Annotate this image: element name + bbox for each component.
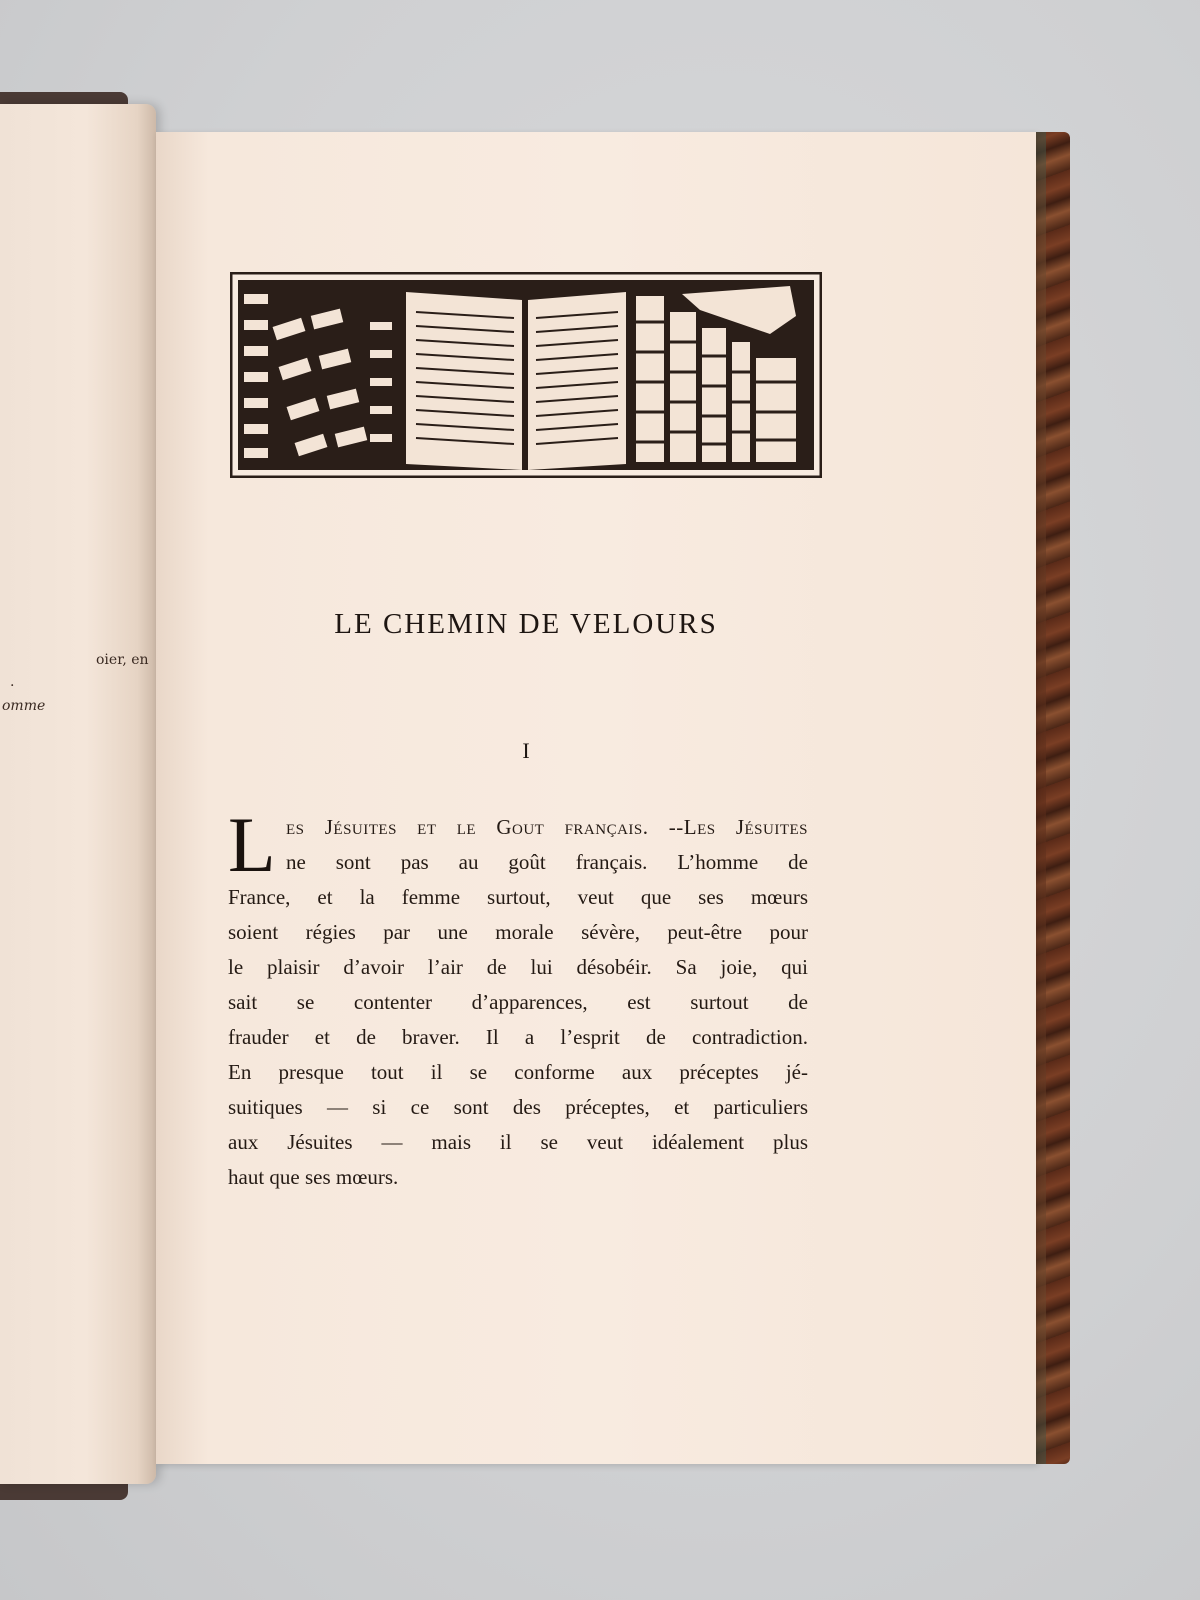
body-text <box>228 801 808 1195</box>
text-line: suitiques — si ce sont des préceptes, et particuliers <box>228 1095 808 1119</box>
left-page-fragment: oier, en <box>96 652 149 668</box>
text-line: frauder et de braver. Il a l’esprit de contradiction. <box>228 1025 808 1049</box>
left-page-fragment: omme <box>2 698 46 714</box>
text-line: En presque tout il se conforme aux préceptes jé- <box>228 1060 808 1084</box>
left-page <box>0 104 156 1484</box>
drop-cap: L <box>228 801 276 888</box>
text-line: aux Jésuites — mais il se veut idéalement plus <box>228 1130 808 1154</box>
chapter-number: I <box>522 738 530 763</box>
text-line: es Jésuites et le Gout français. --Les Jésuites <box>286 815 808 839</box>
text-line: le plaisir d’avoir l’air de lui désobéir. Sa joie, qui <box>228 955 808 979</box>
bookshelf-vignette <box>230 272 822 478</box>
text-line: France, et la femme surtout, veut que ses mœurs <box>228 885 808 909</box>
text-line: soient régies par une morale sévère, peut-être pour <box>228 920 808 944</box>
text-line: ne sont pas au goût français. L’homme de <box>286 850 808 874</box>
text-line: haut que ses mœurs. <box>228 1165 399 1189</box>
chapter-title: LE CHEMIN DE VELOURS <box>334 608 718 640</box>
left-page-fragment: . <box>10 674 15 690</box>
text-line: sait se contenter d’apparences, est surtout de <box>228 990 808 1014</box>
